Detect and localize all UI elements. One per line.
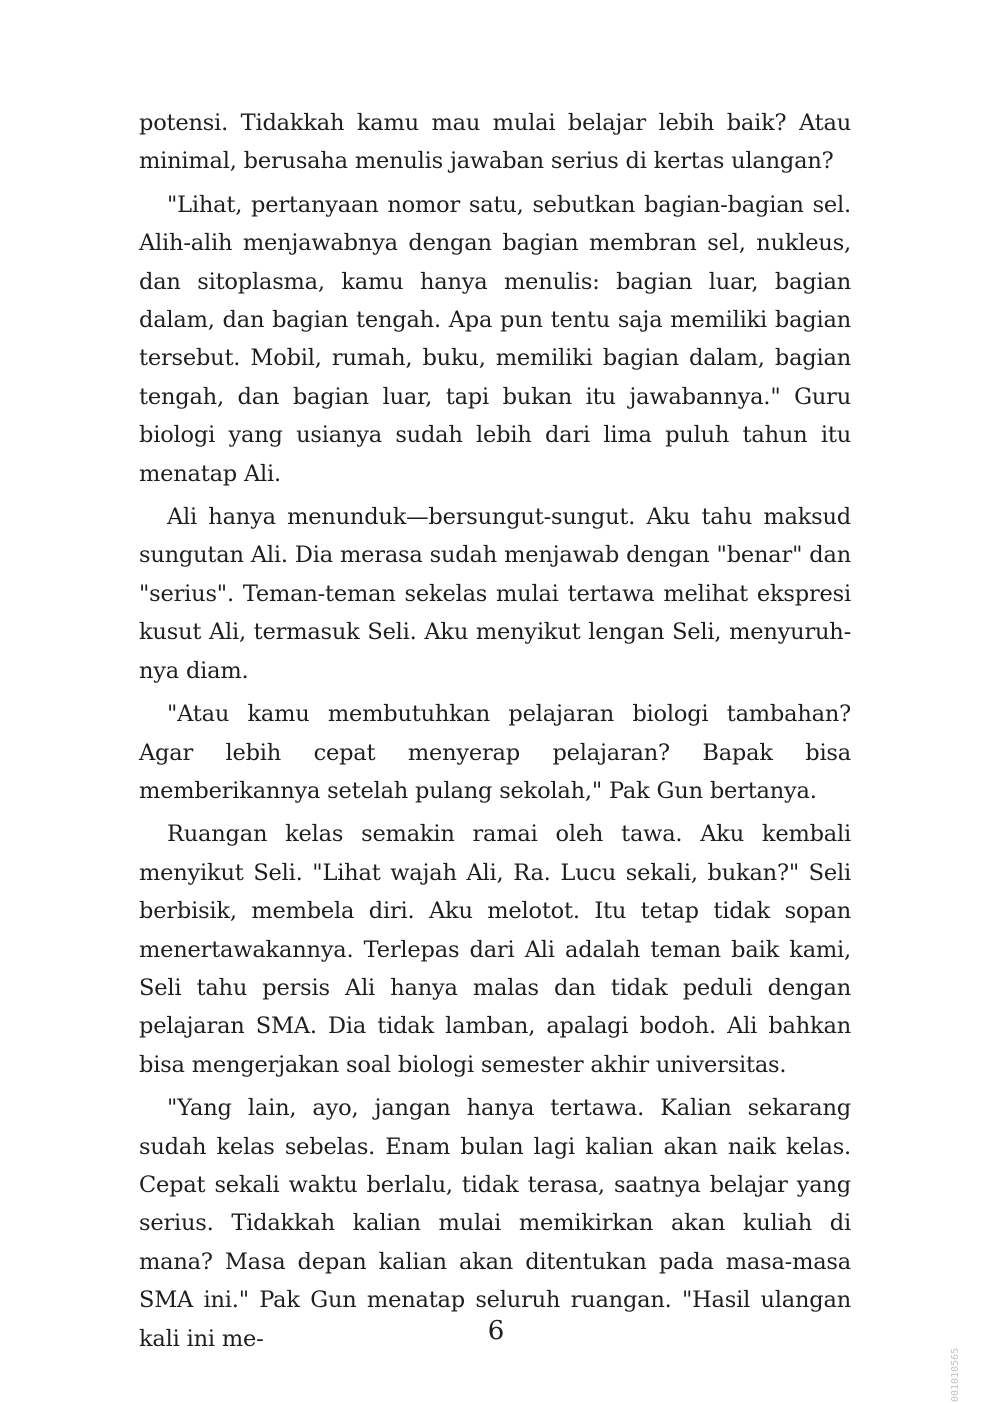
paragraph-6: "Yang lain, ayo, jangan hanya tertawa. Kalian sekarang sudah kelas sebelas. Enam bulan lagi kalian akan naik kelas. Cepat sekali waktu berlalu, tidak terasa, saatnya belajar yang serius. Tidakkah kalian mulai memikirkan akan kuliah di mana? Masa depan kalian akan ditentukan pada masa-masa SMA ini." Pak Gun menatap seluruh ruangan. "Hasil ulangan kali ini me- <box>139 1095 851 1352</box>
paragraph-1: potensi. Tidakkah kamu mau mulai belajar lebih baik? Atau minimal, berusaha menulis jawaban serius di kertas ulangan? <box>139 110 851 175</box>
page-number: 6 <box>487 1316 505 1346</box>
paragraph-4: "Atau kamu membutuhkan pelajaran biologi tambahan? Agar lebih cepat menyerap pelajaran? Bapak bisa memberikannya setelah pulang sekolah," Pak Gun bertanya. <box>139 701 851 804</box>
page-body <box>139 104 851 1363</box>
paragraph-3: Ali hanya menunduk—bersungut-sungut. Aku tahu maksud sungutan Ali. Dia merasa sudah menjawab dengan "benar" dan "serius". Teman-teman sekelas mulai tertawa melihat ekspresi kusut Ali, termasuk Seli. Aku menyikut lengan Seli, menyuruh-nya diam. <box>139 504 851 684</box>
paragraph-5: Ruangan kelas semakin ramai oleh tawa. Aku kembali menyikut Seli. "Lihat wajah Ali, Ra. Lucu sekali, bukan?" Seli berbisik, membela diri. Aku melotot. Itu tetap tidak sopan menertawakannya. Terlepas dari Ali adalah teman baik kami, Seli tahu persis Ali hanya malas dan tidak peduli dengan pelajaran SMA. Dia tidak lamban, apalagi bodoh. Ali bahkan bisa mengerjakan soal biologi semester akhir universitas. <box>139 821 851 1078</box>
paragraph-2: "Lihat, pertanyaan nomor satu, sebutkan bagian-bagian sel. Alih-alih menjawabnya dengan bagian membran sel, nukleus, dan sitoplasma, kamu hanya menulis: bagian luar, bagian dalam, dan bagian tengah. Apa pun tentu saja memiliki bagian tersebut. Mobil, rumah, buku, memiliki bagian dalam, bagian tengah, dan bagian luar, tapi bukan itu jawabannya." Guru biologi yang usianya sudah lebih dari lima puluh tahun itu menatap Ali. <box>139 191 851 487</box>
scan-code: 001010565 <box>950 1347 961 1402</box>
